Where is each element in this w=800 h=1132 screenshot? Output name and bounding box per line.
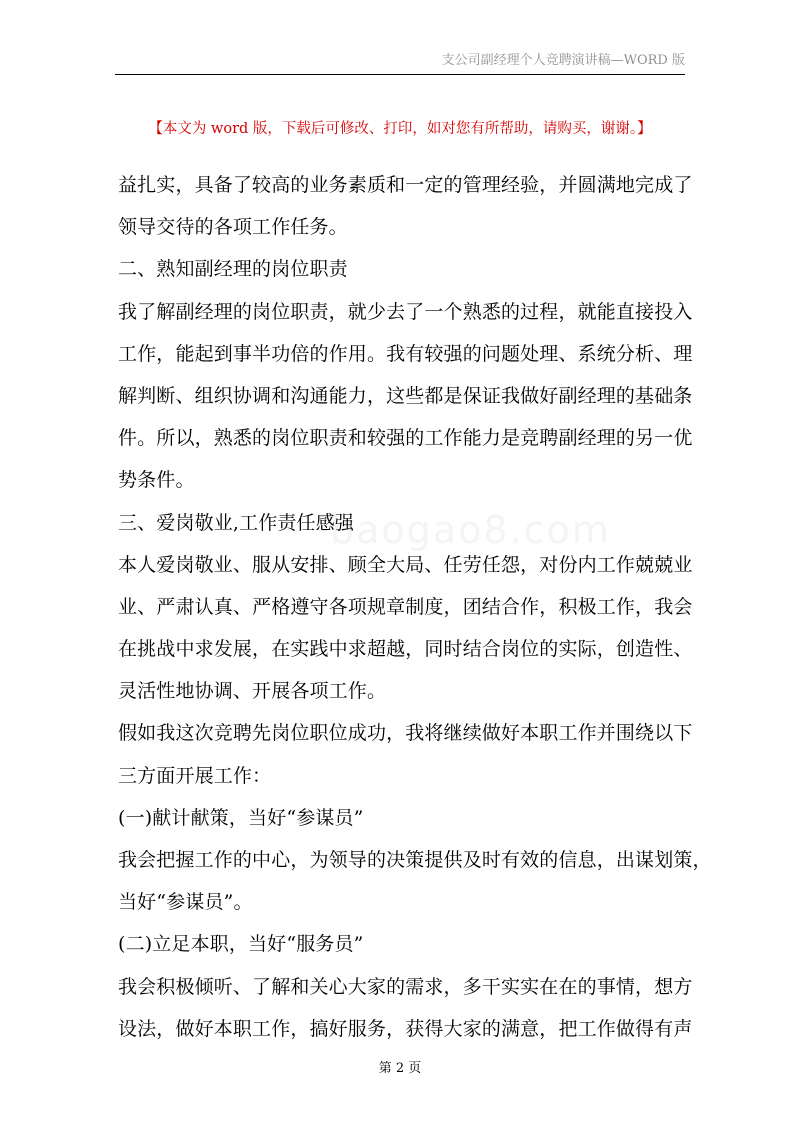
text-line: 在挑战中求发展，在实践中求超越，同时结合岗位的实际，创造性、: [118, 638, 693, 661]
watermark: baogao8.com: [330, 508, 611, 552]
text-line: 势条件。: [118, 469, 195, 492]
section-heading: 三、爱岗敬业,工作责任感强: [118, 511, 354, 534]
page-number: 第 2 页: [378, 1061, 422, 1076]
text-line: 业、严肃认真、严格遵守各项规章制度，团结合作，积极工作，我会: [118, 595, 693, 618]
text-line: 件。所以，熟悉的岗位职责和较强的工作能力是竞聘副经理的另一优: [118, 427, 693, 450]
text-line: 我会把握工作的中心，为领导的决策提供及时有效的信息，出谋划策，: [118, 849, 712, 871]
text-line: 灵活性地协调、开展各项工作。: [118, 680, 387, 703]
text-line: 假如我这次竞聘先岗位职位成功，我将继续做好本职工作并围绕以下: [118, 722, 693, 745]
body-text: [118, 164, 712, 1050]
text-line: 三方面开展工作：: [118, 764, 272, 787]
text-line: 本人爱岗敬业、服从安排、顾全大局、任劳任怨，对份内工作兢兢业: [118, 553, 693, 576]
text-line: 我了解副经理的岗位职责，就少去了一个熟悉的过程，就能直接投入: [118, 300, 693, 323]
page-header-title: 支公司副经理个人竞聘演讲稿—WORD 版: [441, 53, 685, 68]
text-line: 益扎实，具备了较高的业务素质和一定的管理经验，并圆满地完成了: [118, 174, 693, 196]
section-heading: 二、熟知副经理的岗位职责: [118, 258, 348, 281]
sub-heading: (二)立足本职，当好“服务员”: [118, 933, 364, 956]
download-notice: 【本文为 word 版，下载后可修改、打印，如对您有所帮助，请购买，谢谢。】: [148, 121, 652, 137]
text-line: 解判断、组织协调和沟通能力，这些都是保证我做好副经理的基础条: [118, 384, 693, 407]
text-line: 领导交待的各项工作任务。: [118, 216, 348, 239]
text-line: 当好“参谋员”。: [118, 891, 253, 914]
sub-heading: (一)献计献策，当好“参谋员”: [118, 806, 364, 829]
header-rule: [115, 74, 685, 75]
text-line: 设法，做好本职工作，搞好服务，获得大家的满意，把工作做得有声: [118, 1017, 693, 1040]
text-line: 工作，能起到事半功倍的作用。我有较强的问题处理、系统分析、理: [118, 342, 693, 365]
text-line: 我会积极倾听、了解和关心大家的需求，多干实实在在的事情，想方: [118, 975, 693, 998]
